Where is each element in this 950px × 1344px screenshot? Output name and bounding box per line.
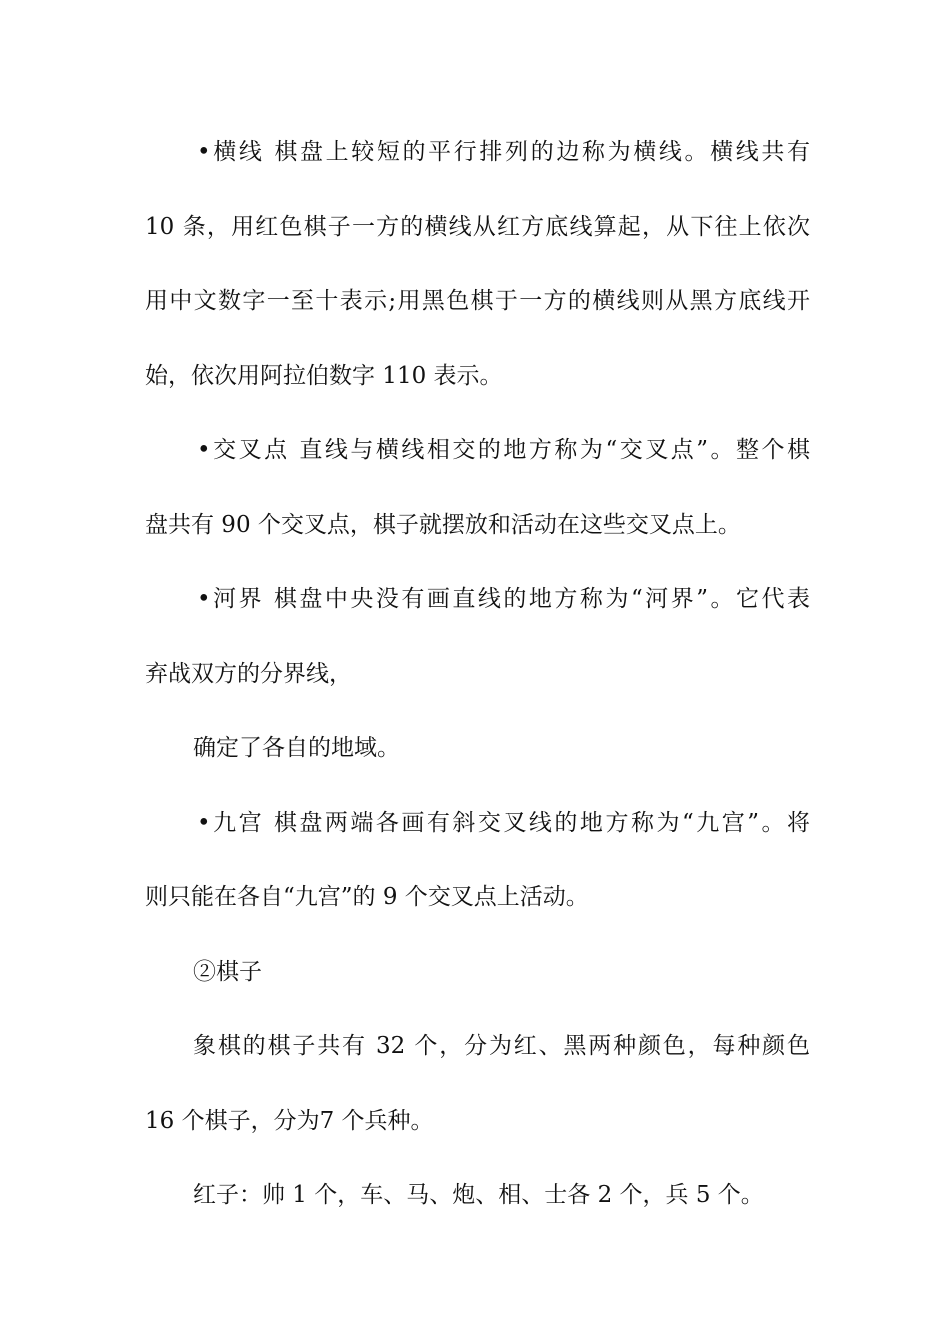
text-line: •九宫 棋盘两端各画有斜交叉线的地方称为“九宫”。将 <box>197 810 810 836</box>
text-line: 红子：帅 1 个，车、马、炮、相、士各 2 个，兵 5 个。 <box>193 1182 764 1208</box>
text-line: •横线 棋盘上较短的平行排列的边称为横线。横线共有 <box>197 139 810 165</box>
text-line: 盘共有 90 个交叉点，棋子就摆放和活动在这些交叉点上。 <box>145 512 741 538</box>
text-line: 始，依次用阿拉伯数字 110 表示。 <box>145 363 503 389</box>
text-line: •交叉点 直线与横线相交的地方称为“交叉点”。整个棋 <box>197 437 810 463</box>
text-line: 则只能在各自“九宫”的 9 个交叉点上活动。 <box>145 884 589 910</box>
text-line: 象棋的棋子共有 32 个，分为红、黑两种颜色，每种颜色 <box>193 1033 810 1059</box>
text-line: •河界 棋盘中央没有画直线的地方称为“河界”。它代表 <box>197 586 810 612</box>
text-line: 16 个棋子，分为7 个兵种。 <box>145 1108 434 1134</box>
text-line: 用中文数字一至十表示;用黑色棋于一方的横线则从黑方底线开 <box>145 288 810 314</box>
text-line: 弃战双方的分界线， <box>145 661 352 687</box>
text-line: 确定了各自的地域。 <box>193 735 400 761</box>
section-heading: ②棋子 <box>193 959 262 985</box>
text-line: 10 条，用红色棋子一方的横线从红方底线算起，从下往上依次 <box>145 214 810 240</box>
